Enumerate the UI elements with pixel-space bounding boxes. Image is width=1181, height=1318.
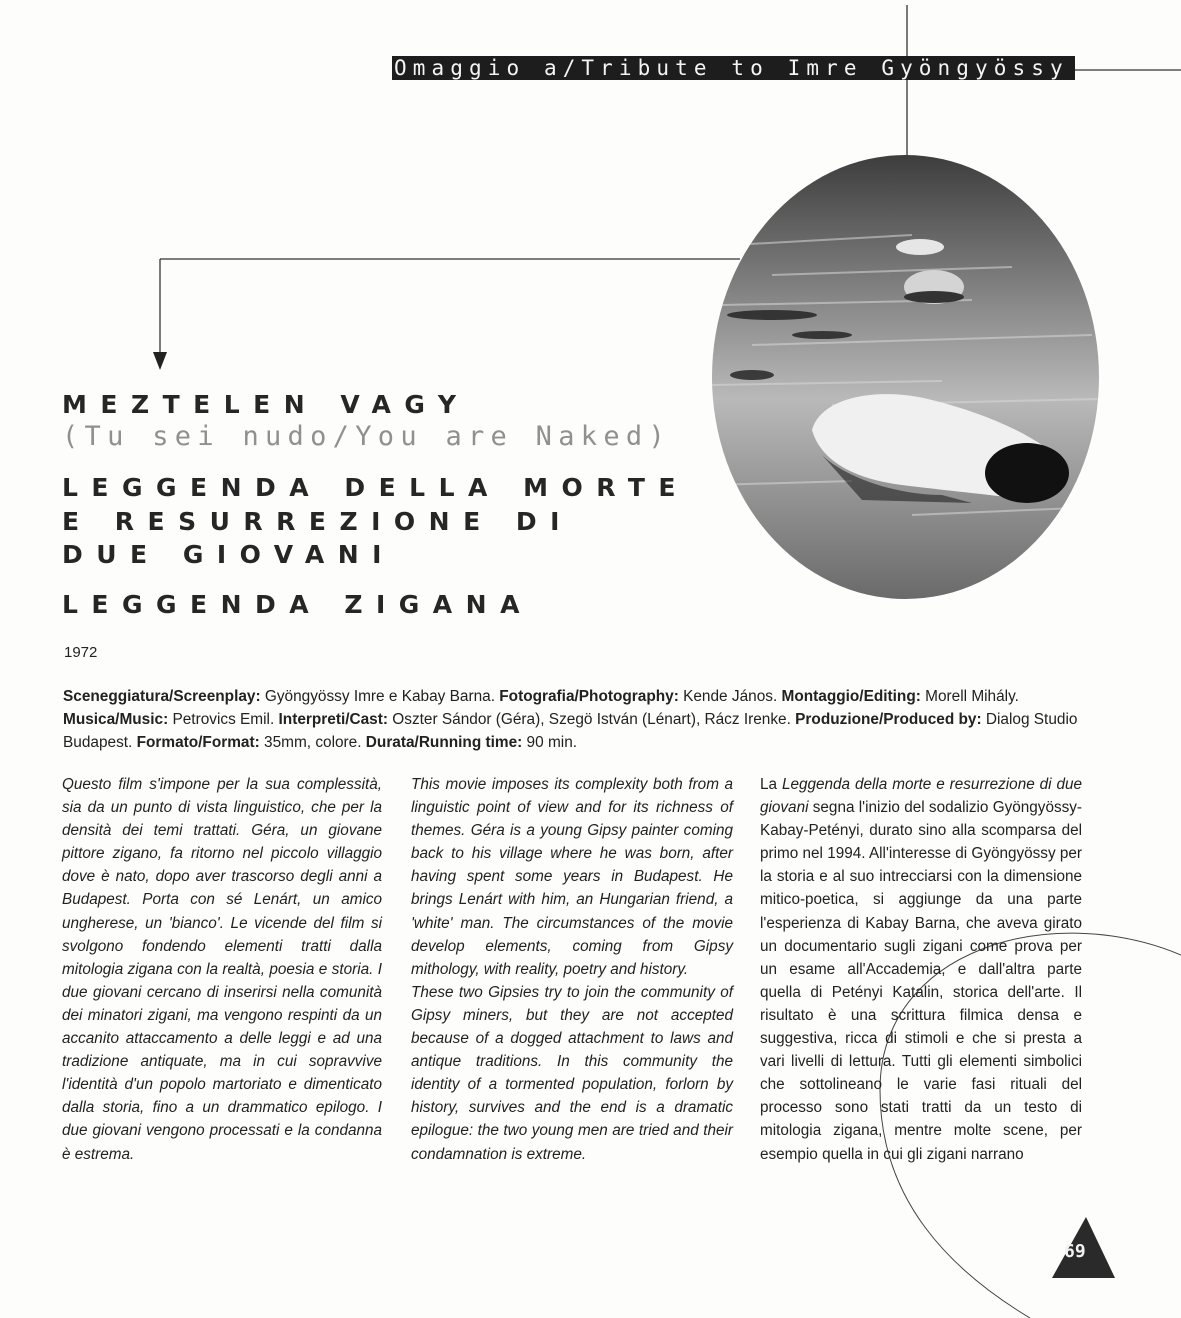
credit-label: Fotografia/Photography: bbox=[499, 688, 679, 705]
english-paragraph-1: This movie imposes its complexity both from a linguistic point of view and for its richness of themes. Géra is a young Gipsy painter coming back to his village where he was born, after having spent some years in Budapest. He brings Lenárt with him, an Hungarian friend, a 'white' man. The circumstances of the movie develop elements, coming from Gipsy mithology, with reality, poetry and history. bbox=[411, 776, 733, 978]
critical-commentary bbox=[760, 773, 1082, 1166]
film-still-photo bbox=[712, 155, 1099, 599]
alt-title-line-4: LEGGENDA ZIGANA bbox=[62, 590, 533, 619]
credit-value: Dialog Studio Budapest. bbox=[63, 711, 1078, 751]
credit-label: Produzione/Produced by: bbox=[795, 711, 982, 728]
credit-value: 35mm, colore. bbox=[259, 734, 366, 751]
credit-value: Morell Mihály. bbox=[920, 688, 1019, 705]
arrow-down-icon bbox=[153, 352, 167, 370]
page-number: 69 bbox=[1064, 1241, 1086, 1262]
alt-title-line-2: E RESURREZIONE DI bbox=[62, 507, 573, 536]
section-header: Omaggio a/Tribute to Imre Gyöngyössy bbox=[392, 56, 1075, 80]
film-subtitle: (Tu sei nudo/You are Naked) bbox=[62, 421, 671, 452]
credit-value: Kende János. bbox=[678, 688, 782, 705]
commentary-text-a: La bbox=[760, 776, 782, 793]
italian-synopsis bbox=[62, 773, 382, 1166]
credit-label: Interpreti/Cast: bbox=[278, 711, 388, 728]
film-year: 1972 bbox=[64, 644, 98, 661]
commentary-title-ref: Leggenda della morte e resurrezione di due giovani bbox=[760, 776, 1083, 817]
italian-paragraph: Questo film s'impone per la sua complessità, sia da un punto di vista linguistico, che per la densità dei temi trattati. Géra, un giovane pittore zigano, fa ritorno nel piccolo villaggio dove è nato, dopo aver trascorso degli anni a Budapest. Porta con sé Lenárt, un amico ungherese, un 'bianco'. Le vicende del film si svolgono fondendo elementi tratti dalla mitologia zigana con la realtà, poesia e storia. I due giovani cercano di inserirsi nella comunità dei minatori zigani, ma vengono respinti da un accanito attaccamento a delle leggi e ad una tradizione antiquate, ma in cui sopravvive l'identità d'un popolo martoriato e dimenticato dalla storia, fino a un drammatico epilogo. I due giovani vengono processati e la condanna è estrema. bbox=[62, 776, 382, 1163]
credit-value: Oszter Sándor (Géra), Szegö István (Lénart), Rácz Irenke. bbox=[388, 711, 796, 728]
credits-block bbox=[63, 685, 1093, 754]
credit-label: Musica/Music: bbox=[63, 711, 169, 728]
english-paragraph-2: These two Gipsies try to join the community of Gipsy miners, but they are not accepted because of a dogged attachment to laws and antique traditions. In this community the identity of a tormented population, forlorn by history, survives and the end is a dramatic epilogue: the two young men are tried and their condamnation is extreme. bbox=[411, 983, 733, 1163]
credit-label: Formato/Format: bbox=[136, 734, 260, 751]
credit-label: Montaggio/Editing: bbox=[781, 688, 921, 705]
credit-value: Gyöngyössy Imre e Kabay Barna. bbox=[260, 688, 500, 705]
commentary-text-c: segna l'inizio del sodalizio Gyöngyössy-Kabay-Petényi, durato sino alla scomparsa del primo nel 1994. All'interesse di Gyöngyössy per la storia e al suo intrecciarsi con la dimensione mitico-poetica, si aggiunge da una parte l'esperienza di Kabay Barna, che aveva girato un documentario sugli zigani come prova per un esame all'Accademia, e dall'altra parte quella di Petényi Katalin, storica dell'arte. Il risultato è una scrittura filmica densa e suggestiva, ricca di stimoli e che si presta a vari livelli di lettura. Tutti gli elementi simbolici che sottolineano le varie fasi rituali del processo sono stati tratti da un testo di mitologia zigana, mentre molte scene, per esempio quella in cui gli zigani narrano bbox=[760, 799, 1082, 1163]
film-title: MEZTELEN VAGY bbox=[62, 390, 470, 419]
alt-title-line-1: LEGGENDA DELLA MORTE bbox=[62, 473, 689, 502]
credit-value: Petrovics Emil. bbox=[168, 711, 279, 728]
credit-label: Sceneggiatura/Screenplay: bbox=[63, 688, 261, 705]
alt-title-line-3: DUE GIOVANI bbox=[62, 540, 395, 569]
english-synopsis bbox=[411, 773, 733, 1166]
credit-value: 90 min. bbox=[522, 734, 578, 751]
credit-label: Durata/Running time: bbox=[365, 734, 523, 751]
